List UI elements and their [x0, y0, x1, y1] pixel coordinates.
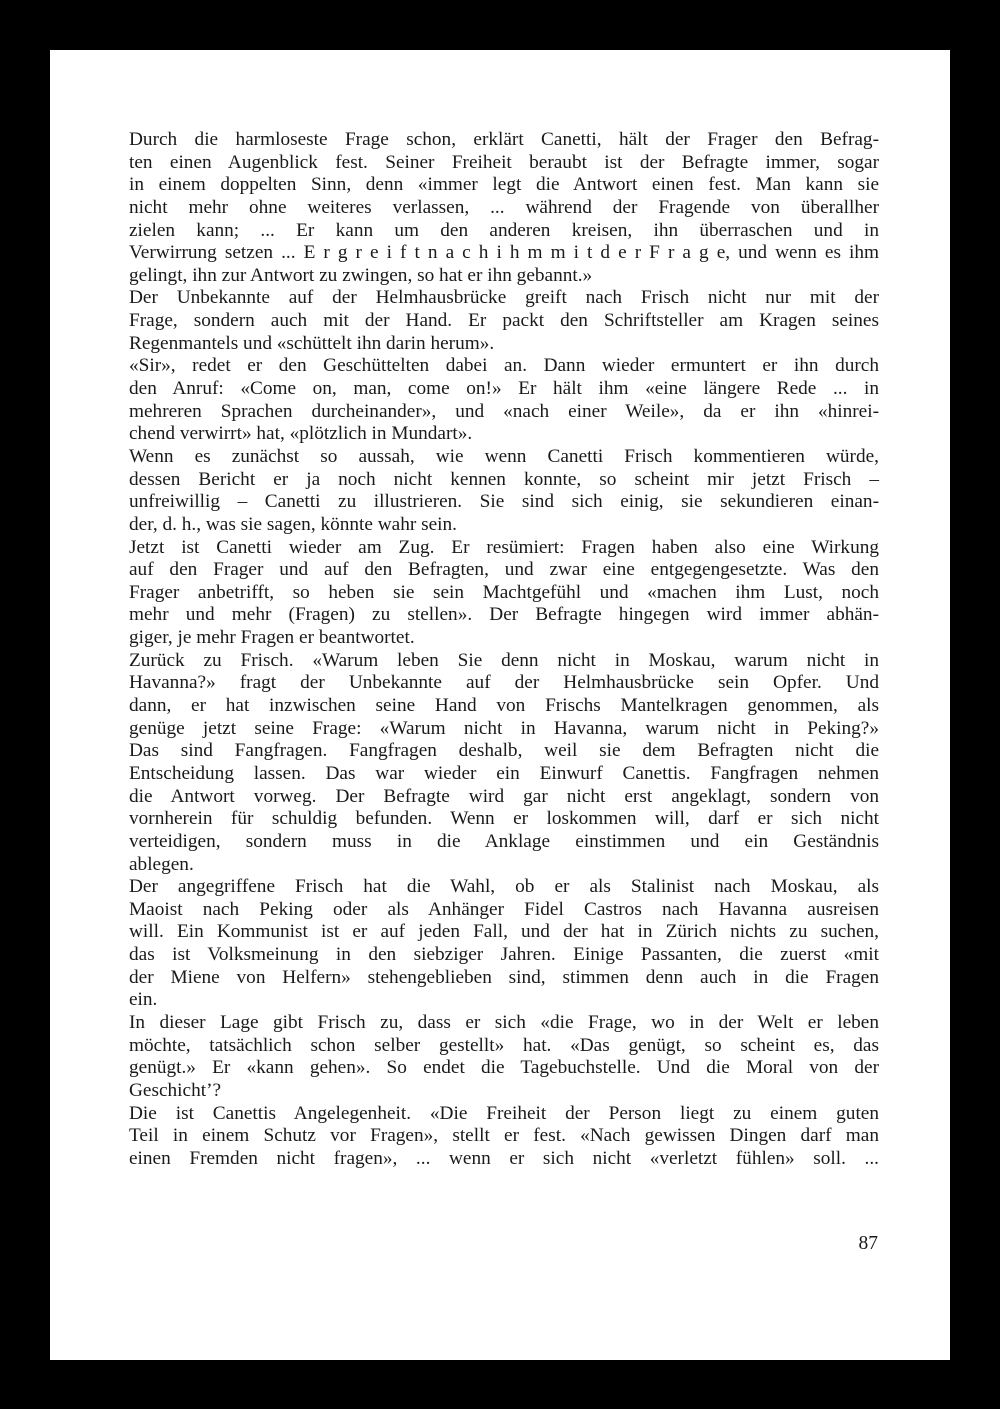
text-line: mehreren Sprachen durcheinander», und «nach einer Weile», da er ihn «hinrei-	[129, 400, 879, 422]
text-line: auf den Frager und auf den Befragten, und zwar eine entgegengesetzte. Was den	[129, 559, 879, 581]
text-line: zielen kann; ... Er kann um den anderen kreisen, ihn überraschen und in	[129, 219, 879, 241]
page-number: 87	[858, 1233, 878, 1254]
text-line: Havanna?» fragt der Unbekannte auf der Helmhausbrücke sein Opfer. Und	[129, 672, 879, 694]
text-line: der Miene von Helfern» stehengeblieben sind, stimmen denn auch in die Fragen	[129, 966, 879, 988]
text-line: einen Fremden nicht fragen», ... wenn er sich nicht «verletzt fühlen» soll. ...	[129, 1147, 879, 1169]
text-line: verteidigen, sondern muss in die Anklage einstimmen und ein Geständnis	[129, 830, 879, 852]
text-line: dessen Bericht er ja noch nicht kennen konnte, so scheint mir jetzt Frisch –	[129, 468, 879, 490]
body-text	[129, 129, 879, 1170]
text-line: Frager anbetrifft, so heben sie sein Machtgefühl und «machen ihm Lust, noch	[129, 581, 879, 603]
text-line: In dieser Lage gibt Frisch zu, dass er sich «die Frage, wo in der Welt er leben	[129, 1011, 879, 1033]
text-line: nicht mehr ohne weiteres verlassen, ... während der Fragende von überallher	[129, 196, 879, 218]
text-line: Teil in einem Schutz vor Fragen», stellt er fest. «Nach gewissen Dingen darf man	[129, 1125, 879, 1147]
text-line: gelingt, ihn zur Antwort zu zwingen, so hat er ihn gebannt.»	[129, 264, 593, 286]
text-line: «Sir», redet er den Geschüttelten dabei an. Dann wieder ermuntert er ihn durch	[129, 355, 879, 377]
text-line: dann, er hat inzwischen seine Hand von Frischs Mantelkragen genommen, als	[129, 695, 879, 717]
text-line: unfreiwillig – Canetti zu illustrieren. Sie sind sich einig, sie sekundieren einan-	[129, 491, 879, 513]
text-line: in einem doppelten Sinn, denn «immer legt die Antwort einen fest. Man kann sie	[129, 174, 879, 196]
text-line: will. Ein Kommunist ist er auf jeden Fall, und der hat in Zürich nichts zu suchen,	[129, 921, 879, 943]
text-line: mehr und mehr (Fragen) zu stellen». Der Befragte hingegen wird immer abhän-	[129, 604, 879, 626]
text-line: chend verwirrt» hat, «plötzlich in Mundart».	[129, 423, 473, 445]
text-line: Verwirrung setzen ... E r g r e i f t n a c h i h m m i t d e r F r a g e, und wenn es ihm	[129, 242, 879, 264]
text-line: Wenn es zunächst so aussah, wie wenn Canetti Frisch kommentieren würde,	[129, 445, 879, 467]
text-line: genügt.» Er «kann gehen». So endet die Tagebuchstelle. Und die Moral von der	[129, 1057, 879, 1079]
text-line: ein.	[129, 989, 158, 1011]
text-line: ablegen.	[129, 853, 194, 875]
text-line: Regenmantels und «schüttelt ihn darin herum».	[129, 332, 495, 354]
text-line: möchte, tatsächlich schon selber gestellt» hat. «Das genügt, so scheint es, das	[129, 1034, 879, 1056]
text-line: genüge jetzt seine Frage: «Warum nicht in Havanna, warum nicht in Peking?»	[129, 717, 879, 739]
text-line: Geschicht’?	[129, 1079, 222, 1101]
text-line: Der angegriffene Frisch hat die Wahl, ob er als Stalinist nach Moskau, als	[129, 876, 879, 898]
text-line: giger, je mehr Fragen er beantwortet.	[129, 627, 415, 649]
text-line: Durch die harmloseste Frage schon, erklärt Canetti, hält der Frager den Befrag-	[129, 129, 879, 150]
text-line: den Anruf: «Come on, man, come on!» Er hält ihm «eine längere Rede ... in	[129, 378, 879, 400]
text-line: das ist Volksmeinung in den siebziger Jahren. Einige Passanten, die zuerst «mit	[129, 944, 879, 966]
text-line: Die ist Canettis Angelegenheit. «Die Freiheit der Person liegt zu einem guten	[129, 1102, 879, 1124]
text-line: Das sind Fangfragen. Fangfragen deshalb, weil sie dem Befragten nicht die	[129, 740, 879, 762]
text-line: die Antwort vorweg. Der Befragte wird gar nicht erst angeklagt, sondern von	[129, 785, 879, 807]
text-line: der, d. h., was sie sagen, könnte wahr sein.	[129, 513, 457, 535]
text-line: ten einen Augenblick fest. Seiner Freiheit beraubt ist der Befragte immer, sogar	[129, 151, 879, 173]
text-line: Frage, sondern auch mit der Hand. Er packt den Schriftsteller am Kragen seines	[129, 310, 879, 332]
text-line: Maoist nach Peking oder als Anhänger Fidel Castros nach Havanna ausreisen	[129, 898, 879, 920]
text-line: Der Unbekannte auf der Helmhausbrücke greift nach Frisch nicht nur mit der	[129, 287, 879, 309]
text-line: Jetzt ist Canetti wieder am Zug. Er resümiert: Fragen haben also eine Wirkung	[129, 536, 879, 558]
text-line: Zurück zu Frisch. «Warum leben Sie denn nicht in Moskau, warum nicht in	[129, 649, 879, 671]
text-line: vornherein für schuldig befunden. Wenn er loskommen will, darf er sich nicht	[129, 808, 879, 830]
text-line: Entscheidung lassen. Das war wieder ein Einwurf Canettis. Fangfragen nehmen	[129, 762, 879, 784]
book-page	[50, 50, 950, 1360]
